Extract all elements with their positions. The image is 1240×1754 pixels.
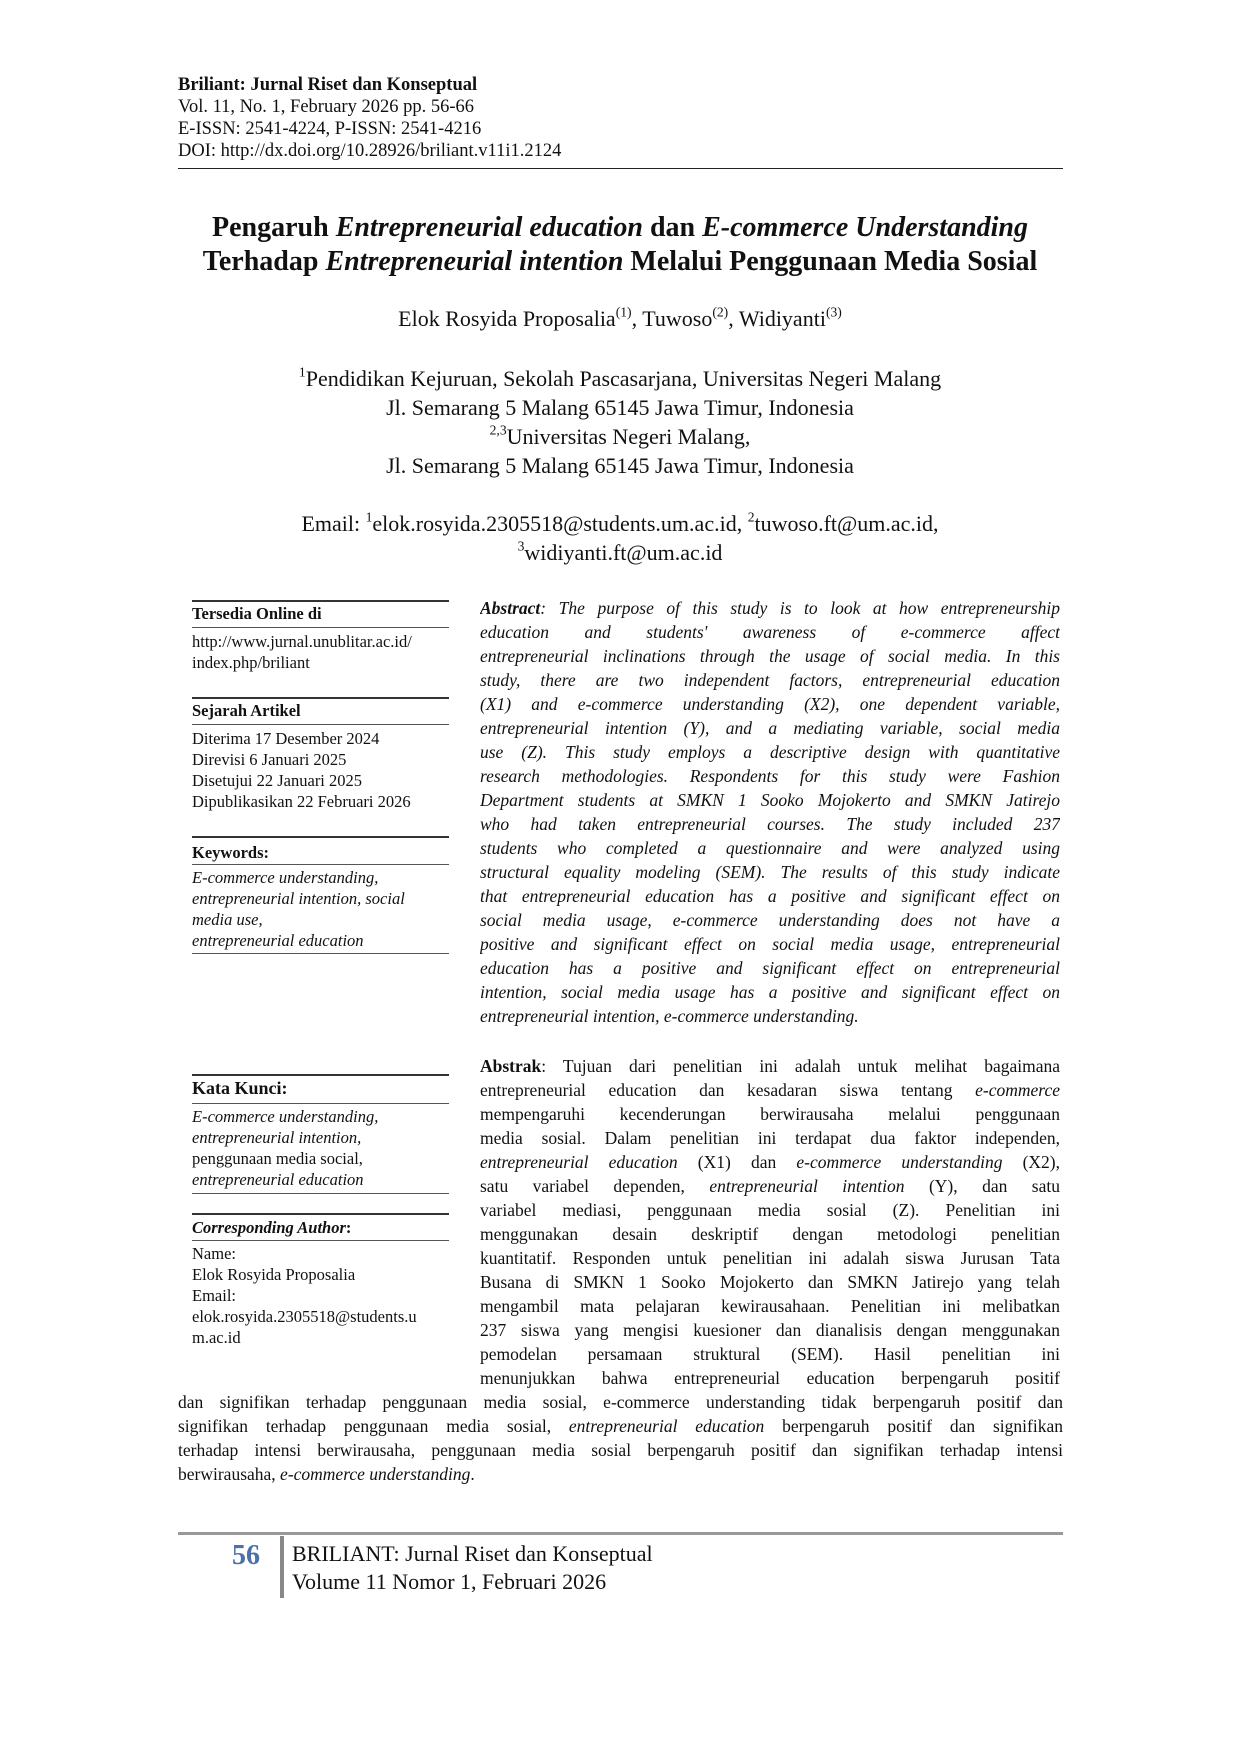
sidebar-rule [192, 1193, 449, 1194]
online-heading: Tersedia Online di [192, 604, 322, 623]
sidebar-keywords [192, 842, 449, 863]
sidebar-rule [192, 1240, 449, 1241]
sidebar-rule [192, 1103, 449, 1104]
footer-journal-name: BRILIANT: Jurnal Riset dan Konseptual [292, 1541, 653, 1566]
sidebar-rule [192, 724, 449, 725]
abstract-id-continued: dan signifikan terhadap penggunaan media sosial, e-commerce understanding tidak berpengaruh positif dan signifikan terhadap penggunaan media sosial, entrepreneurial education berpengaruh positif dan signifikan terhadap intensi berwirausaha, penggunaan media sosial berpengaruh positif dan signifikan terhadap intensi berwirausaha, e-commerce understanding. [178, 1392, 1063, 1484]
abstrak-label: Abstrak [480, 1056, 542, 1076]
corresponding-details: Name: Elok Rosyida Proposalia Email: elok.rosyida.2305518@students.u m.ac.id [192, 1243, 449, 1348]
abstract-label: Abstract [480, 598, 541, 618]
doi-link[interactable]: DOI: http://dx.doi.org/10.28926/briliant.v11i1.2124 [178, 141, 562, 161]
sidebar-rule [192, 836, 449, 838]
footer-journal [292, 1540, 653, 1596]
sidebar-history [192, 700, 449, 721]
running-header [178, 74, 1063, 162]
abstract-en: Abstract: The purpose of this study is to look at how entrepreneurship education and students' awareness of e-commerce affect entrepreneurial inclinations through the usage of social media. In this study, there are two independent factors, entrepreneurial education (X1) and e-commerce understanding (X2), one dependent variable, entrepreneurial intention (Y), and a mediating variable, social media use (Z). This study employs a descriptive design with quantitative research methodologies. Respondents for this study were Fashion Department students at SMKN 1 Sooko Mojokerto and SMKN Jatirejo who had taken entrepreneurial courses. The study included 237 students who completed a questionnaire and were analyzed using structural equality modeling (SEM). The results of this study indicate that entrepreneurial education has a positive and significant effect on social media usage, e-commerce understanding does not have a positive and significant effect on social media usage, entrepreneurial education has a positive and significant effect on entrepreneurial intention, social media usage has a positive and significant effect on entrepreneurial intention, e-commerce understanding. [480, 598, 1060, 1026]
header-rule [178, 168, 1063, 169]
sidebar-kata-kunci [192, 1078, 449, 1099]
sidebar-rule [192, 1074, 449, 1076]
kata-kunci-heading: Kata Kunci: [192, 1078, 288, 1098]
keywords-heading: Keywords: [192, 843, 269, 862]
sidebar-rule [192, 953, 449, 954]
affiliations: $^1$Pendidikan Kejuruan, Sekolah Pascasarjana, Universitas Negeri Malang Jl. Semarang 5 Malang 65145 Jawa Timur, Indonesia $^{2,3}$Universitas Negeri Malang, Jl. Semarang 5 Malang 65145 Jawa Timur, Indonesia [298, 364, 942, 478]
history-heading: Sejarah Artikel [192, 701, 301, 720]
paper-title: Pengaruh Entrepreneurial education dan E-commerce Understanding Terhadap Entrepreneurial intention Melalui Penggunaan Media Sosial [202, 212, 1038, 277]
sidebar-rule [192, 697, 449, 699]
author-emails: Email: $^1$elok.rosyida.2305518@students.um.ac.id, $^2$tuwoso.ft@um.ac.id, $^3$widiyanti.ft@um.ac.id [301, 509, 939, 565]
sidebar-online [192, 603, 449, 624]
footer-divider [280, 1536, 284, 1598]
email-link[interactable]: tuwoso.ft@um.ac.id, [754, 511, 939, 536]
email-link[interactable]: widiyanti.ft@um.ac.id [524, 540, 723, 565]
author-list: Elok Rosyida Proposalia$^{(1)}$, Tuwoso$^{(2)}$, Widiyanti$^{(3)}$ [398, 304, 842, 331]
page-number: 56 [232, 1540, 260, 1571]
sidebar-rule [192, 864, 449, 865]
sidebar-rule [192, 600, 449, 602]
sidebar-rule [192, 627, 449, 628]
sidebar-corresponding: Corresponding Author: [192, 1218, 352, 1237]
corresponding-email[interactable]: elok.rosyida.2305518@students.u [192, 1307, 417, 1326]
issn-info: E-ISSN: 2541-4224, P-ISSN: 2541-4216 [178, 119, 482, 139]
volume-info: Vol. 11, No. 1, February 2026 pp. 56-66 [178, 97, 474, 117]
journal-name: Briliant: Jurnal Riset dan Konseptual [178, 75, 478, 95]
online-url[interactable]: http://www.jurnal.unublitar.ac.id/ index.php/briliant [192, 632, 412, 672]
sidebar-rule [192, 1213, 449, 1215]
corresponding-email[interactable]: m.ac.id [192, 1328, 241, 1347]
abstract-id: Abstrak: Tujuan dari penelitian ini adalah untuk melihat bagaimana entrepreneurial education dan kesadaran siswa tentang e-commerce mempengaruhi kecenderungan berwirausaha melalui penggunaan media sosial. Dalam penelitian ini terdapat dua faktor independen, entrepreneurial education (X1) dan e-commerce understanding (X2), satu variabel dependen, entrepreneurial intention (Y), dan satu variabel mediasi, penggunaan media sosial (Z). Penelitian ini menggunakan desain deskriptif dengan metodologi penelitian kuantitatif. Responden untuk penelitian ini adalah siswa Jurusan Tata Busana di SMKN 1 Sooko Mojokerto dan SMKN Jatirejo yang telah mengambil mata pelajaran kewirausahaan. Penelitian ini melibatkan 237 siswa yang mengisi kuesioner dan dianalisis dengan menggunakan pemodelan persamaan struktural (SEM). Hasil penelitian ini menunjukkan bahwa entrepreneurial education berpengaruh positif [480, 1056, 1060, 1388]
kata-kunci-list: E-commerce understanding, entrepreneurial intention, penggunaan media social, entrepreneurial education [192, 1107, 379, 1189]
footer-issue: Volume 11 Nomor 1, Februari 2026 [292, 1569, 607, 1594]
footer-rule [178, 1532, 1063, 1535]
keywords-list: E-commerce understanding, entrepreneurial intention, social media use, entrepreneurial education [192, 868, 405, 950]
history-list: Diterima 17 Desember 2024 Direvisi 6 Januari 2025 Disetujui 22 Januari 2025 Dipublikasikan 22 Februari 2026 [192, 729, 411, 811]
email-link[interactable]: elok.rosyida.2305518@students.um.ac.id, [372, 511, 748, 536]
